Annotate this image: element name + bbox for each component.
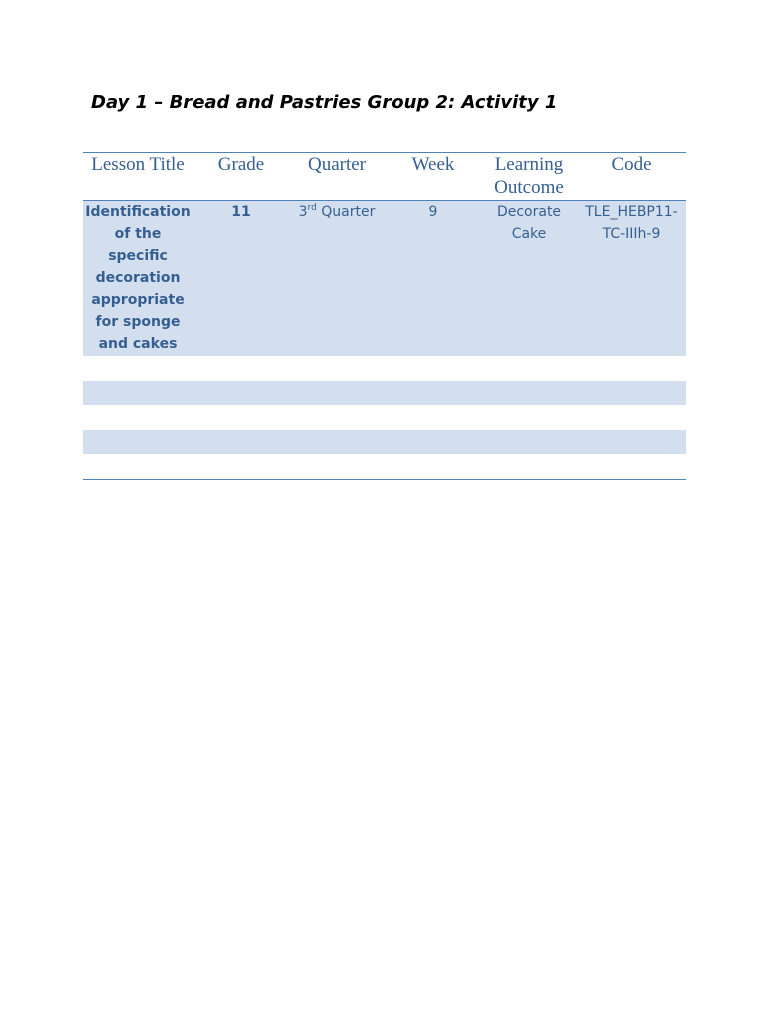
lesson-table — [83, 152, 686, 480]
empty-table-row — [83, 430, 686, 455]
cell-quarter — [289, 201, 385, 357]
quarter-number: 3 — [298, 204, 308, 220]
cell-week: 9 — [385, 201, 481, 357]
table-row — [83, 201, 686, 357]
header-grade: Grade — [193, 153, 289, 201]
cell-learning-outcome: Decorate Cake — [481, 201, 577, 357]
cell-code: TLE_HEBP11-TC-IIIh-9 — [577, 201, 686, 357]
document-title: Day 1 – Bread and Pastries Group 2: Activity 1 — [91, 92, 558, 113]
quarter-word: Quarter — [321, 204, 376, 220]
table-header-row — [83, 153, 686, 201]
header-quarter: Quarter — [289, 153, 385, 201]
cell-lesson-title: Identification of the specific decoration appropriate for sponge and cakes — [83, 201, 193, 357]
empty-table-row — [83, 454, 686, 479]
empty-table-row — [83, 405, 686, 430]
quarter-suffix: rd — [307, 203, 317, 213]
header-learning-outcome: Learning Outcome — [481, 153, 577, 201]
header-lesson-title: Lesson Title — [83, 153, 193, 201]
header-week: Week — [385, 153, 481, 201]
cell-grade: 11 — [193, 201, 289, 357]
empty-table-row — [83, 356, 686, 381]
empty-table-row — [83, 381, 686, 406]
header-code: Code — [577, 153, 686, 201]
